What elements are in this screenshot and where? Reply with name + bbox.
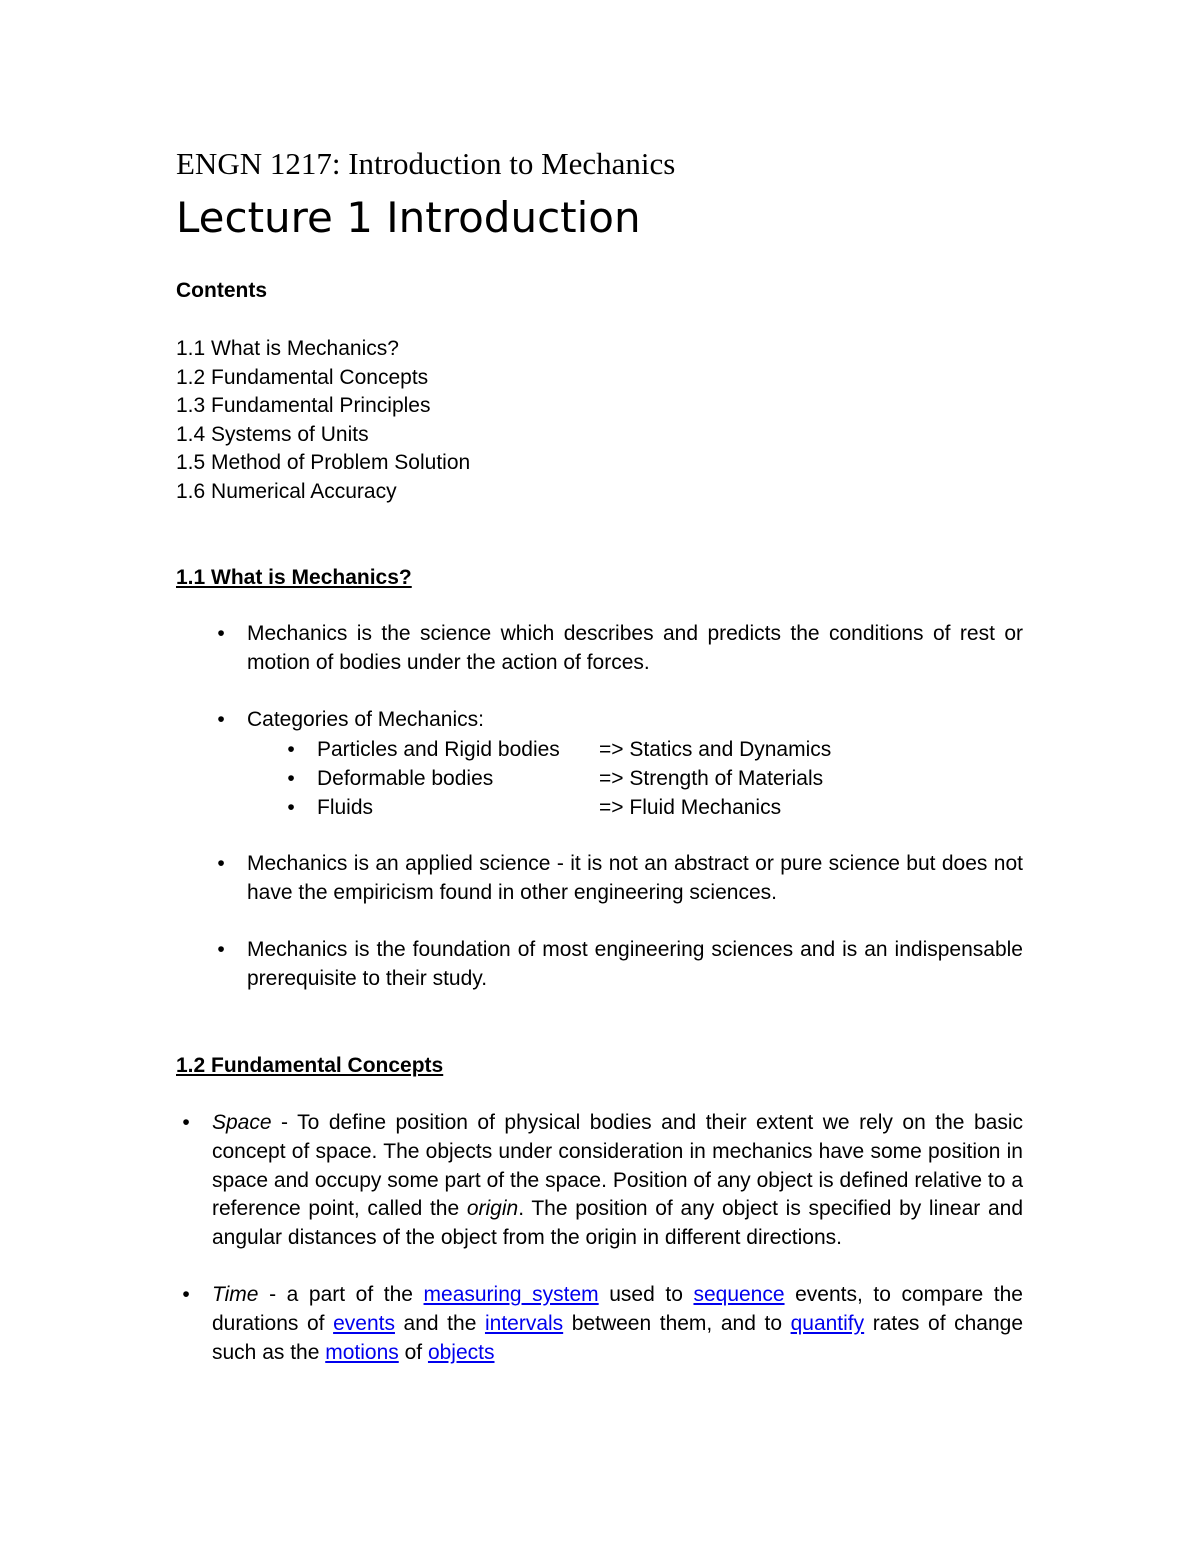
bullet-icon: • <box>217 708 225 731</box>
time-text: - a part of the <box>258 1283 424 1306</box>
term-space: Space <box>212 1111 272 1134</box>
toc-item: 1.3 Fundamental Principles <box>176 394 431 418</box>
bullet-icon: • <box>287 796 295 819</box>
term-origin: origin <box>466 1197 519 1221</box>
space-text: - To define position of physical bodies and their extent we rely on the basic concept of space. The objects under consideration in mechanics have some position in space and occupy some part of the space. Position of any object is defined relative to a reference point, called the <box>212 1111 1023 1221</box>
link-intervals[interactable]: intervals <box>484 1311 564 1335</box>
category-item <box>287 764 831 793</box>
link-measuring-system[interactable]: measuring system <box>423 1283 599 1306</box>
category-name: Particles and Rigid bodies <box>317 738 560 761</box>
bullet-icon: • <box>217 938 225 961</box>
toc-item: 1.6 Numerical Accuracy <box>176 479 397 503</box>
link-motions[interactable]: motions <box>325 1340 399 1364</box>
link-quantify[interactable]: quantify <box>790 1311 865 1335</box>
toc-item: 1.5 Method of Problem Solution <box>176 451 471 475</box>
bullet-icon: • <box>287 738 295 761</box>
bullet-icon: • <box>182 1111 190 1134</box>
contents-heading: Contents <box>176 279 267 302</box>
bullet-categories <box>217 706 1023 735</box>
bullet-text: Mechanics is an applied science - it is not an abstract or pure science but does not have the empiricism found in other engineering sciences. <box>247 852 1023 904</box>
category-field: => Statics and Dynamics <box>599 738 832 761</box>
bullet-text: Mechanics is the science which describes and predicts the conditions of rest or motion of bodies under the action of forces. <box>247 622 1023 674</box>
section-heading-1-1: 1.1 What is Mechanics? <box>176 566 412 589</box>
time-text: of <box>398 1340 428 1364</box>
categories-list <box>287 735 832 822</box>
category-field: => Strength of Materials <box>599 767 824 790</box>
bullet-applied-science <box>217 850 1023 908</box>
bullet-definition <box>217 620 1023 678</box>
bullet-text: Mechanics is the foundation of most engineering sciences and is an indispensable prerequisite to their study. <box>247 938 1023 990</box>
bullet-icon: • <box>287 767 295 790</box>
link-events[interactable]: events <box>333 1311 395 1335</box>
link-sequence[interactable]: sequence <box>693 1283 785 1306</box>
bullet-text: Categories of Mechanics: <box>247 708 484 731</box>
bullet-time <box>182 1281 1024 1367</box>
category-name: Fluids <box>317 796 374 819</box>
lecture-title: Lecture 1 Introduction <box>176 193 641 242</box>
bullet-icon: • <box>217 622 225 645</box>
bullet-icon: • <box>217 852 225 875</box>
course-title: ENGN 1217: Introduction to Mechanics <box>176 146 676 181</box>
time-text: used to <box>598 1283 694 1306</box>
time-text: rates of change such as the <box>212 1311 1024 1364</box>
category-item <box>287 793 831 822</box>
bullet-icon: • <box>182 1283 190 1306</box>
space-text-end: . The position of any object is specified by linear and angular distances of the object from the origin in different directions. <box>212 1197 1023 1250</box>
toc-item: 1.4 Systems of Units <box>176 422 369 446</box>
time-text: and the <box>394 1311 485 1335</box>
category-field: => Fluid Mechanics <box>599 796 782 819</box>
category-item <box>287 735 832 764</box>
time-text: between them, and to <box>563 1311 791 1335</box>
bullet-foundation <box>217 936 1023 994</box>
table-of-contents <box>176 335 470 507</box>
term-time: Time <box>212 1283 259 1306</box>
category-name: Deformable bodies <box>317 767 494 790</box>
section-heading-1-2: 1.2 Fundamental Concepts <box>176 1054 444 1077</box>
time-text: events, to compare the durations of <box>212 1283 1023 1335</box>
toc-item: 1.1 What is Mechanics? <box>176 337 399 360</box>
link-objects[interactable]: objects <box>427 1340 495 1364</box>
toc-item: 1.2 Fundamental Concepts <box>176 365 429 389</box>
bullet-space <box>182 1109 1023 1253</box>
